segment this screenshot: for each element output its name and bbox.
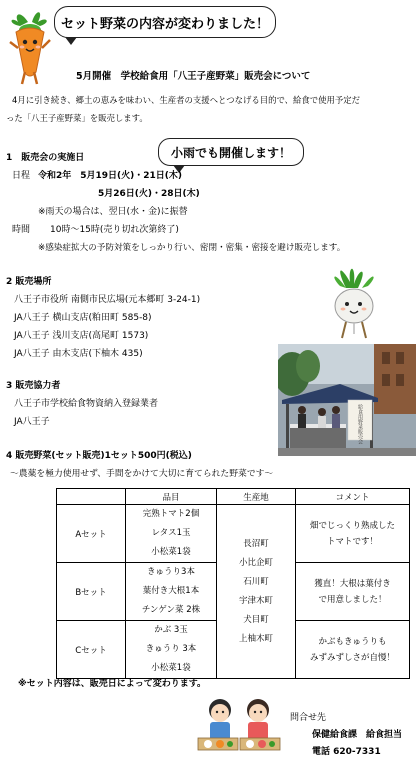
set-item: チンゲン菜 2株 <box>141 605 201 615</box>
sales-event-photo <box>278 344 416 456</box>
partner-item: JA八王子 <box>14 417 50 427</box>
set-item: 葉付き大根1本 <box>142 586 200 596</box>
set-name: Aセット <box>57 505 126 563</box>
kids-lunch-illustration <box>196 694 286 758</box>
set-items <box>126 505 217 563</box>
rain-bubble: 小雨でも開催します！ <box>158 138 304 166</box>
set-item: 小松菜1袋 <box>151 547 191 557</box>
time-value: 10時～15時(売り切れ次第終了) <box>50 225 179 235</box>
set-name: Bセット <box>57 563 126 621</box>
date-line-2: 5月26日(火)・28日(木) <box>98 189 200 199</box>
intro-line-1: 4月に引き続き、郷土の恵みを味わい、生産者の支援へとつなげる目的で、給食で使用予定だ <box>12 95 361 105</box>
column-header-comment: コメント <box>296 489 410 505</box>
origin-item: 上柚木町 <box>238 633 273 644</box>
origin-item: 犬目町 <box>243 614 269 625</box>
contact-dept: 保健給食課 給食担当 <box>312 730 403 740</box>
carrot-mascot-icon <box>6 8 56 86</box>
comment-line: みずみずしさが自慢！ <box>309 652 395 663</box>
photo-sign-text: 給食用野菜販売会 <box>357 404 363 444</box>
set-comment <box>296 505 410 563</box>
page-title: 5月開催 学校給食用「八王子産野菜」販売会について <box>76 71 311 82</box>
place-item: JA八王子 由木支店(下柚木 435) <box>14 349 143 359</box>
origin-item: 石川町 <box>243 576 269 587</box>
column-header-item: 品目 <box>126 489 217 505</box>
comment-line: かぶもきゅうりも <box>318 636 387 647</box>
turnip-mascot-icon <box>326 262 382 340</box>
origin-item: 小比企町 <box>238 557 273 568</box>
comment-line: 畑でじっくり熟成した <box>309 520 395 531</box>
place-item: JA八王子 浅川支店(高尾町 1573) <box>14 331 149 341</box>
comment-line: 獲直！大根は葉付き <box>314 578 391 589</box>
set-items <box>126 621 217 679</box>
set-comment <box>296 621 410 679</box>
date-line-1: 令和2年 5月19日(火)・21日(木) <box>38 171 183 181</box>
origin-item: 長沼町 <box>243 538 269 549</box>
contact-phone: 電話 620-7331 <box>312 747 381 757</box>
set-comment <box>296 563 410 621</box>
place-item: JA八王子 横山支店(粕田町 585-8) <box>14 313 152 323</box>
section1-heading: 1 販売会の実施日 <box>6 153 85 163</box>
set-item: きゅうり3本 <box>147 567 195 577</box>
table-row <box>57 505 410 563</box>
time-label: 時間 <box>12 225 31 235</box>
vegetable-set-table <box>56 488 410 679</box>
contact-label: 問合せ先 <box>290 713 327 723</box>
set-items <box>126 563 217 621</box>
set-item: 完熟トマト2個 <box>142 509 200 519</box>
section3-heading: 3 販売協力者 <box>6 381 61 391</box>
set-item: 小松菜1袋 <box>151 663 191 673</box>
origin-list <box>217 505 296 679</box>
comment-line: トマトです！ <box>326 536 378 547</box>
headline-bubble: セット野菜の内容が変わりました！ <box>54 6 276 38</box>
covid-note: ※感染症拡大の予防対策をしっかり行い、密閉・密集・密接を避け販売します。 <box>38 243 346 253</box>
comment-line: で用意しました！ <box>318 594 387 605</box>
section4-subheading: ～農薬を極力使用せず、手間をかけて大切に育てられた野菜です～ <box>10 469 274 479</box>
set-item: かぶ 3玉 <box>154 625 188 635</box>
intro-line-2: った「八王子産野菜」を販売します。 <box>6 113 148 123</box>
set-item: レタス1玉 <box>151 528 191 538</box>
set-footnote: ※セット内容は、販売日によって変わります。 <box>18 679 207 689</box>
table-corner <box>57 489 126 505</box>
place-item: 八王子市役所 南側市民広場(元本郷町 3-24-1) <box>14 295 201 305</box>
set-name: Cセット <box>57 621 126 679</box>
partner-item: 八王子市学校給食物資納入登録業者 <box>14 399 159 409</box>
set-item: きゅうり 3本 <box>145 644 197 654</box>
section2-heading: 2 販売場所 <box>6 277 52 287</box>
section4-heading: 4 販売野菜(セット販売)1セット500円(税込) <box>6 451 192 461</box>
date-label: 日程 <box>12 171 31 181</box>
rain-note: ※雨天の場合は、翌日(水・金)に振替 <box>38 207 188 217</box>
origin-item: 宇津木町 <box>238 595 273 606</box>
column-header-origin: 生産地 <box>217 489 296 505</box>
